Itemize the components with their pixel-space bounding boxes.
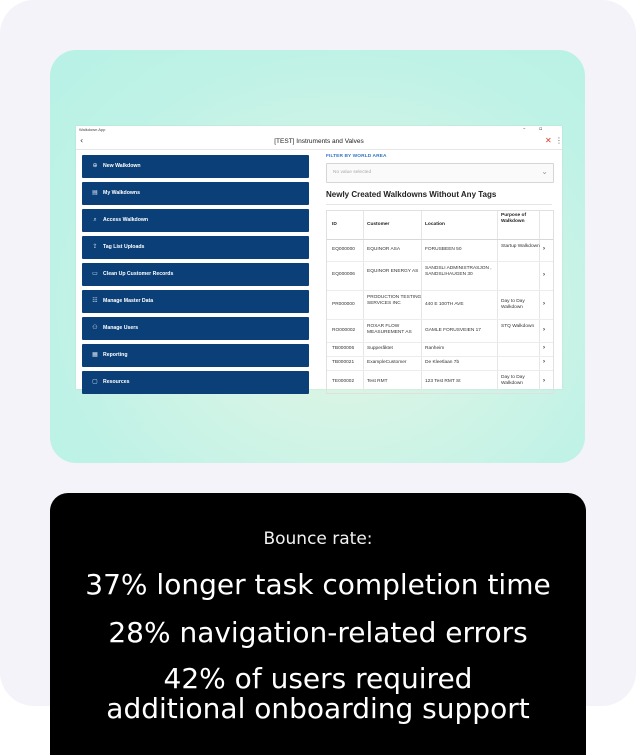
table-row[interactable] [327, 262, 553, 291]
chevron-right-icon[interactable]: › [543, 327, 545, 333]
kebab-icon[interactable]: ⋮ [555, 136, 563, 145]
window-titlebar [76, 126, 562, 134]
cell-location: Ranheim [425, 346, 445, 351]
nav-manage-users[interactable] [82, 317, 309, 340]
report-icon: ▦ [92, 351, 98, 358]
table-row[interactable] [327, 240, 553, 262]
cell-customer: Supperåktet [367, 346, 393, 351]
cell-customer: Test RMT [367, 379, 388, 384]
nav-label: New Walkdown [103, 162, 141, 169]
filter-label: FILTER BY WORLD AREA [326, 154, 387, 159]
cell-id: PR000000 [332, 302, 355, 307]
cell-id: TB000021 [332, 360, 355, 365]
nav-access-walkdown[interactable] [82, 209, 309, 232]
list-icon: ▤ [92, 189, 98, 196]
users-icon: ⚇ [92, 324, 98, 331]
cell-purpose: Day to Day Walkdown [501, 375, 525, 386]
nav-resources[interactable] [82, 371, 309, 394]
nav-label: Tag List Uploads [103, 243, 145, 250]
screenshot-panel [50, 50, 585, 463]
cell-location: 123 Test RMT St [425, 379, 461, 384]
folder-icon: ▢ [92, 378, 98, 385]
nav-label: Manage Users [103, 324, 139, 331]
chevron-right-icon[interactable]: › [543, 359, 545, 365]
cell-customer: ExampleCustomer [367, 360, 407, 365]
maximize-icon[interactable]: ▫ [539, 126, 543, 132]
nav-label: Clean Up Customer Records [103, 270, 174, 277]
cell-customer: EQUINOR ENERGY AS [367, 269, 419, 274]
nav-label: Reporting [103, 351, 128, 358]
header-id[interactable]: ID [332, 222, 337, 227]
table-row[interactable] [327, 343, 553, 357]
cell-location: 440 E 100TH AVE [425, 302, 464, 307]
nav-manage-master-data[interactable] [82, 290, 309, 313]
stats-card [50, 493, 586, 755]
table-row[interactable] [327, 291, 553, 320]
stat-line: 28% navigation-related errors [108, 616, 528, 649]
cell-id: EQ000000 [332, 247, 355, 252]
table-row[interactable] [327, 357, 553, 371]
cell-customer: PRODUCTION TESTING SERVICES INC [367, 295, 422, 306]
header-purpose[interactable]: Purpose of Walkdown [501, 213, 527, 224]
walkdowns-table [326, 210, 554, 394]
cell-id: RO000002 [332, 328, 356, 333]
chevron-right-icon[interactable]: › [543, 301, 545, 307]
cell-id: TE000002 [332, 379, 355, 384]
header-customer[interactable]: Customer [367, 222, 390, 227]
app-bar [76, 135, 562, 150]
cell-id: TB000006 [332, 346, 355, 351]
nav-new-walkdown[interactable] [82, 155, 309, 178]
divider [326, 204, 552, 205]
table-row[interactable] [327, 320, 553, 343]
nav-tag-list-uploads[interactable] [82, 236, 309, 259]
close-icon[interactable]: ✕ [545, 136, 552, 145]
upload-icon: ⇪ [92, 243, 98, 250]
header-location[interactable]: Location [425, 222, 445, 227]
cell-location: SANDSLI ADMINISTRASJON , SANDSLIHAUGEN 30 [425, 266, 492, 277]
data-icon: ☷ [92, 297, 98, 304]
cell-customer: ROXAR FLOW MEASUREMENT AS [367, 324, 412, 335]
records-icon: ▭ [92, 270, 98, 277]
section-title: Newly Created Walkdowns Without Any Tags [326, 190, 497, 199]
select-placeholder: No value selected [333, 170, 372, 175]
chevron-left-icon[interactable]: ‹ [80, 136, 84, 145]
cell-location: De Kleetlaan 7b [425, 360, 460, 365]
cell-purpose: Day to Day Walkdown [501, 299, 525, 310]
chevron-right-icon[interactable]: › [543, 378, 545, 384]
table-row[interactable] [327, 371, 553, 393]
app-window [76, 126, 562, 389]
cell-location: GAMLE FORUSVEIEN 17 [425, 328, 481, 333]
stats-heading: Bounce rate: [263, 529, 373, 549]
nav-label: Manage Master Data [103, 297, 154, 304]
cell-location: FORUSBEEN 50 [425, 247, 462, 252]
cell-customer: EQUINOR ASA [367, 247, 401, 252]
nav-label: My Walkdowns [103, 189, 140, 196]
chevron-right-icon[interactable]: › [543, 345, 545, 351]
search-icon: ⌕ [93, 216, 97, 223]
cell-purpose: STQ Walkdown [501, 324, 535, 329]
chevron-right-icon[interactable]: › [543, 272, 545, 278]
chevron-down-icon: ⌄ [541, 167, 548, 176]
minimize-icon[interactable]: – [523, 126, 526, 132]
nav-clean-up-customer-records[interactable] [82, 263, 309, 286]
world-area-select[interactable] [326, 163, 554, 183]
cell-purpose: Startup Walkdown [501, 244, 540, 249]
page-title: [TEST] Instruments and Valves [274, 138, 364, 145]
stat-line: 37% longer task completion time [85, 568, 551, 601]
window-title: Walkdown App [79, 127, 106, 132]
nav-my-walkdowns[interactable] [82, 182, 309, 205]
plus-icon: ⊕ [92, 162, 98, 169]
nav-label: Access Walkdown [103, 216, 149, 223]
chevron-right-icon[interactable]: › [543, 246, 545, 252]
nav-label: Resources [103, 378, 130, 385]
table-header-row [327, 211, 553, 240]
cell-id: EQ000006 [332, 272, 355, 277]
stat-line: 42% of users required additional onboarding support [106, 662, 530, 725]
nav-reporting[interactable] [82, 344, 309, 367]
